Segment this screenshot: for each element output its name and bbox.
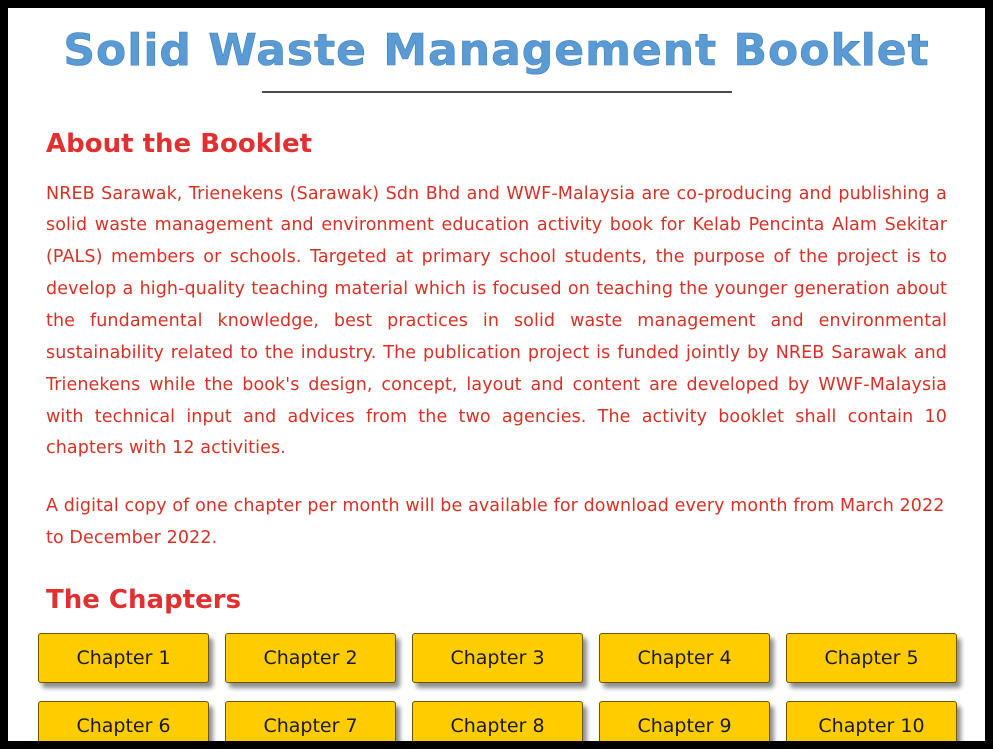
chapter-button-1[interactable]: Chapter 1 bbox=[38, 633, 209, 683]
chapters-heading: The Chapters bbox=[46, 584, 242, 615]
chapter-button-3[interactable]: Chapter 3 bbox=[412, 633, 583, 683]
about-heading: About the Booklet bbox=[46, 128, 313, 159]
chapter-button-9[interactable]: Chapter 9 bbox=[599, 701, 770, 741]
chapter-button-8[interactable]: Chapter 8 bbox=[412, 701, 583, 741]
booklet-page bbox=[8, 8, 985, 741]
chapter-button-6[interactable]: Chapter 6 bbox=[38, 701, 209, 741]
chapter-button-4[interactable]: Chapter 4 bbox=[599, 633, 770, 683]
chapter-button-grid bbox=[38, 633, 957, 741]
chapter-button-2[interactable]: Chapter 2 bbox=[225, 633, 396, 683]
about-paragraph-1: NREB Sarawak, Trienekens (Sarawak) Sdn Bhd and WWF-Malaysia are co-producing and publishing a solid waste management and environment education activity book for Kelab Pencinta Alam Sekitar (PALS) members or schools. Targeted at primary school students, the purpose of the project is to develop a high-quality teaching material which is focused on teaching the younger generation about the fundamental knowledge, best practices in solid waste management and environmental sustainability related to the industry. The publication project is funded jointly by NREB Sarawak and Trienekens while the book's design, concept, layout and content are developed by WWF-Malaysia with technical input and advices from the two agencies. The activity booklet shall contain 10 chapters with 12 activities. bbox=[46, 183, 947, 459]
page-title: Solid Waste Management Booklet bbox=[63, 25, 930, 76]
chapter-button-5[interactable]: Chapter 5 bbox=[786, 633, 957, 683]
chapter-button-7[interactable]: Chapter 7 bbox=[225, 701, 396, 741]
title-divider bbox=[262, 91, 732, 93]
about-paragraph-2: A digital copy of one chapter per month will be available for download every month from March 2022 to December 2022. bbox=[46, 496, 945, 549]
chapter-button-10[interactable]: Chapter 10 bbox=[786, 701, 957, 741]
